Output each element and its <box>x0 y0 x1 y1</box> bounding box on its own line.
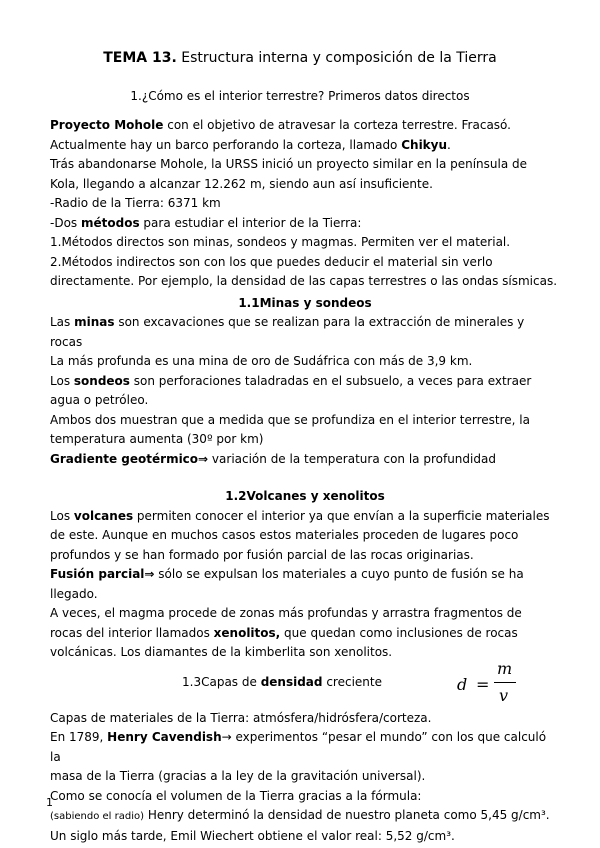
sabiendo-small: (sabiendo el radio) <box>50 811 144 822</box>
formula-equals: = <box>476 674 490 694</box>
densidad-term: densidad <box>260 674 323 689</box>
densidad-pre: 1.3Capas de <box>182 674 261 689</box>
sondeos-text: son perforaciones taladradas en el subsuelo, a veces para extraer <box>129 373 532 388</box>
como-line: Como se conocía el volumen de la Tierra gracias a la fórmula: <box>50 788 422 803</box>
fusion-term: Fusión parcial⇒ <box>50 567 155 581</box>
fusion-text: sólo se expulsan los materiales a cuyo punto de fusión se ha <box>154 567 524 581</box>
aveces-line-2 <box>50 624 560 644</box>
formula-fraction-bar <box>494 682 516 683</box>
metodo-indirecto-line-2: directamente. Por ejemplo, la densidad de las capas terrestres o las ondas sísmicas. <box>50 274 558 288</box>
intro-block <box>50 116 560 846</box>
chikyu-line <box>50 136 560 156</box>
radio-line: -Radio de la Tierra: 6371 km <box>50 196 221 210</box>
title-bold: TEMA 13. <box>103 50 177 66</box>
ambos-line-2: temperatura aumenta (30º por km) <box>50 432 264 446</box>
formula-d: d <box>457 674 468 694</box>
sondeos-pre: Los <box>50 373 74 388</box>
metodo-indirecto-line-1: 2.Métodos indirectos son con los que puedes deducir el material sin verlo <box>50 254 493 269</box>
cavendish-pre: En 1789, <box>50 730 108 744</box>
minas-term: minas <box>74 315 115 329</box>
fusion-line-2: llegado. <box>50 586 98 601</box>
formula-numerator: m <box>497 658 513 678</box>
kola-line-1: Trás abandonarse Mohole, la URSS inició un proyecto similar en la península de <box>50 157 528 171</box>
aveces-line-3: volcánicas. Los diamantes de la kimberlita son xenolitos. <box>50 645 393 659</box>
section-1-3-heading-row <box>50 658 560 709</box>
gradiente-term: Gradiente geotérmico⇒ <box>50 451 209 466</box>
aveces-line-1: A veces, el magma procede de zonas más profundas y arrastra fragmentos de <box>50 606 522 620</box>
fusion-line <box>50 565 560 585</box>
section-1-heading: 1.¿Cómo es el interior terrestre? Primeros datos directos <box>130 89 470 103</box>
volcanes-line <box>50 507 560 527</box>
formula-denominator: v <box>499 685 509 705</box>
sondeos-line <box>50 372 560 392</box>
volcanes-line-3: profundos y se han formado por fusión parcial de las rocas originarias. <box>50 547 474 562</box>
mohole-text: con el objetivo de atravesar la corteza terrestre. Fracasó. <box>163 118 511 132</box>
minas-text: son excavaciones que se realizan para la extracción de minerales y rocas <box>50 315 525 349</box>
chikyu-term: Chikyu <box>401 137 448 152</box>
ambos-line-1: Ambos dos muestran que a medida que se profundiza en el interior terrestre, la <box>50 412 530 427</box>
cavendish-text: → experimentos “pesar el mundo” con los que calculó la <box>50 730 547 764</box>
chikyu-text: Actualmente hay un barco perforando la corteza, llamado <box>50 137 402 152</box>
metodo-directo-line: 1.Métodos directos son minas, sondeos y magmas. Permiten ver el material. <box>50 235 511 249</box>
volcanes-text: permiten conocer el interior ya que envían a la superficie materiales <box>133 508 550 523</box>
sondeos-term: sondeos <box>73 373 130 388</box>
page-title <box>0 50 600 66</box>
metodos-pre: -Dos <box>50 215 81 230</box>
title-rest: Estructura interna y composición de la Tierra <box>176 50 497 66</box>
metodos-term: métodos <box>80 215 140 230</box>
mina-profunda-line: La más profunda es una mina de oro de Sudáfrica con más de 3,9 km. <box>50 354 473 368</box>
volcanes-term: volcanes <box>73 508 134 523</box>
mohole-line <box>50 116 560 136</box>
sabiendo-text: Henry determinó la densidad de nuestro planeta como 5,45 g/cm³. <box>144 808 550 822</box>
section-1-2-heading: 1.2Volcanes y xenolitos <box>225 489 385 503</box>
section-1-3-heading <box>50 673 514 693</box>
capas-line: Capas de materiales de la Tierra: atmósfera/hidrósfera/corteza. <box>50 710 432 725</box>
cavendish-term: Henry Cavendish <box>107 730 222 744</box>
volcanes-pre: Los <box>50 508 74 523</box>
minas-pre: Las <box>50 315 75 329</box>
gradiente-line <box>50 450 560 470</box>
page-number: 1 <box>46 796 53 809</box>
kola-line-2: Kola, llegando a alcanzar 12.262 m, siendo aun así insuficiente. <box>50 176 433 191</box>
gradiente-text: variación de la temperatura con la profundidad <box>208 451 496 466</box>
xenolitos-term: xenolitos, <box>213 625 281 640</box>
volcanes-line-2: de este. Aunque en muchos casos estos materiales proceden de lugares poco <box>50 528 519 542</box>
sondeos-line-2: agua o petróleo. <box>50 393 149 407</box>
chikyu-end: . <box>447 137 451 152</box>
metodos-line <box>50 214 560 234</box>
spacer <box>50 469 560 487</box>
sabiendo-line <box>50 806 560 827</box>
siglo-line: Un siglo más tarde, Emil Wiechert obtiene el valor real: 5,52 g/cm³. <box>50 828 455 843</box>
aveces-pre: rocas del interior llamados <box>50 625 214 640</box>
aveces-text: que quedan como inclusiones de rocas <box>280 625 518 640</box>
minas-line <box>50 313 560 352</box>
cavendish-line <box>50 728 560 767</box>
metodos-text: para estudiar el interior de la Tierra: <box>139 215 362 230</box>
mohole-term: Proyecto Mohole <box>50 118 164 132</box>
densidad-post: creciente <box>322 674 382 689</box>
section-1-1-heading: 1.1Minas y sondeos <box>238 295 372 310</box>
cavendish-line-2: masa de la Tierra (gracias a la ley de la gravitación universal). <box>50 769 426 783</box>
